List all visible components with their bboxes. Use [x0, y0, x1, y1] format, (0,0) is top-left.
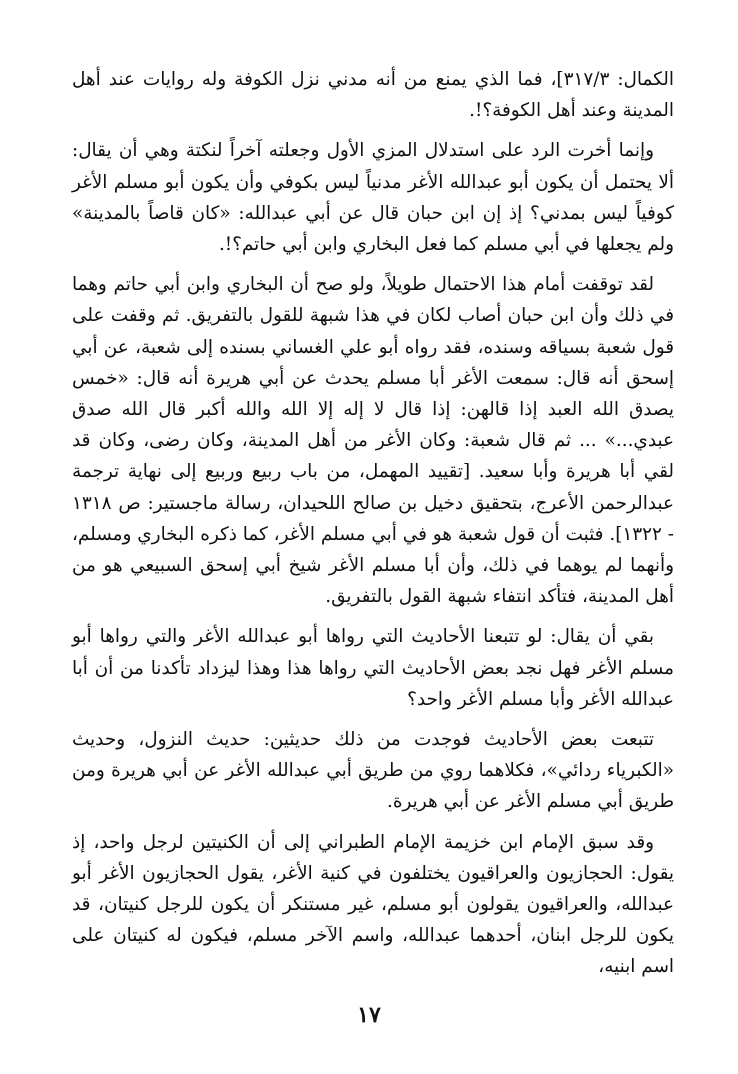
paragraph-6: وقد سبق الإمام ابن خزيمة الإمام الطبراني إلى أن الكنيتين لرجل واحد، إذ يقول: الحجازيون والعراقيون يختلفون في كنية الأغر، يقول الحجازيون الأغر أبو عبدالله، والعراقيون يقولون أبو مسلم، غير مستنكر أن يكون للرجل كنيتان، قد يكون للرجل ابنان، أحدهما عبدالله، واسم الآخر مسلم، فيكون له كنيتان على اسم ابنيه، — [72, 831, 674, 978]
paragraph-4: بقي أن يقال: لو تتبعنا الأحاديث التي رواها أبو عبدالله الأغر والتي رواها أبو مسلم الأغر فهل نجد بعض الأحاديث التي رواها هذا وهذا ليزداد تأكدنا من أن أبا عبدالله الأغر وأبا مسلم الأغر واحد؟ — [72, 626, 674, 710]
page-number: ١٧ — [357, 1002, 381, 1028]
paragraph-1: الكمال: ٣١٧/٣]، فما الذي يمنع من أنه مدني نزل الكوفة وله روايات عند أهل المدينة وعند أهل الكوفة؟!. — [72, 69, 674, 122]
page-body — [72, 64, 674, 992]
paragraph-2: وإنما أخرت الرد على استدلال المزي الأول وجعلته آخراً لنكتة وهي أن يقال: ألا يحتمل أن يكون أبو عبدالله الأغر مدنياً ليس بكوفي وأن يكون أبو مسلم الأغر كوفياً ليس بمدني؟ إذ إن ابن حبان قال عن أبي عبدالله: «كان قاصاً بالمدينة» ولم يجعلها في أبي مسلم كما فعل البخاري وابن أبي حاتم؟!. — [72, 140, 674, 256]
paragraph-3: لقد توقفت أمام هذا الاحتمال طويلاً، ولو صح أن البخاري وابن أبي حاتم وهما في ذلك وأن ابن حبان أصاب لكان في هذا شبهة للقول بالتفريق. ثم وقفت على قول شعبة بسياقه وسنده، فقد رواه أبو علي الغساني بسنده إلى شعبة، عن أبي إسحق أنه قال: سمعت الأغر أبا مسلم يحدث عن أبي هريرة أنه قال: «خمس يصدق الله العبد إذا قالهن: إذا قال لا إله إلا الله والله أكبر قال الله صدق عبدي...» ... ثم قال شعبة: وكان الأغر من أهل المدينة، وكان رضى، وكان قد لقي أبا هريرة وأبا سعيد. [تقييد المهمل، من باب ربيع وربيع إلى نهاية ترجمة عبدالرحمن الأعرج، بتحقيق دخيل بن صالح اللحيدان، رسالة ماجستير: ص ١٣١٨ - ١٣٢٢]. فثبت أن قول شعبة هو في أبي مسلم الأغر، كما ذكره البخاري ومسلم، وأنهما لم يوهما في ذلك، وأن أبا مسلم الأغر شيخ أبي إسحق السبيعي هو من أهل المدينة، فتأكد انتفاء شبهة القول بالتفريق. — [72, 274, 674, 608]
paragraph-5: تتبعت بعض الأحاديث فوجدت من ذلك حديثين: حديث النزول، وحديث «الكبرياء ردائي»، فكلاهما روي من طريق أبي عبدالله الأغر عن أبي هريرة ومن طريق أبي مسلم الأغر عن أبي هريرة. — [72, 729, 674, 813]
